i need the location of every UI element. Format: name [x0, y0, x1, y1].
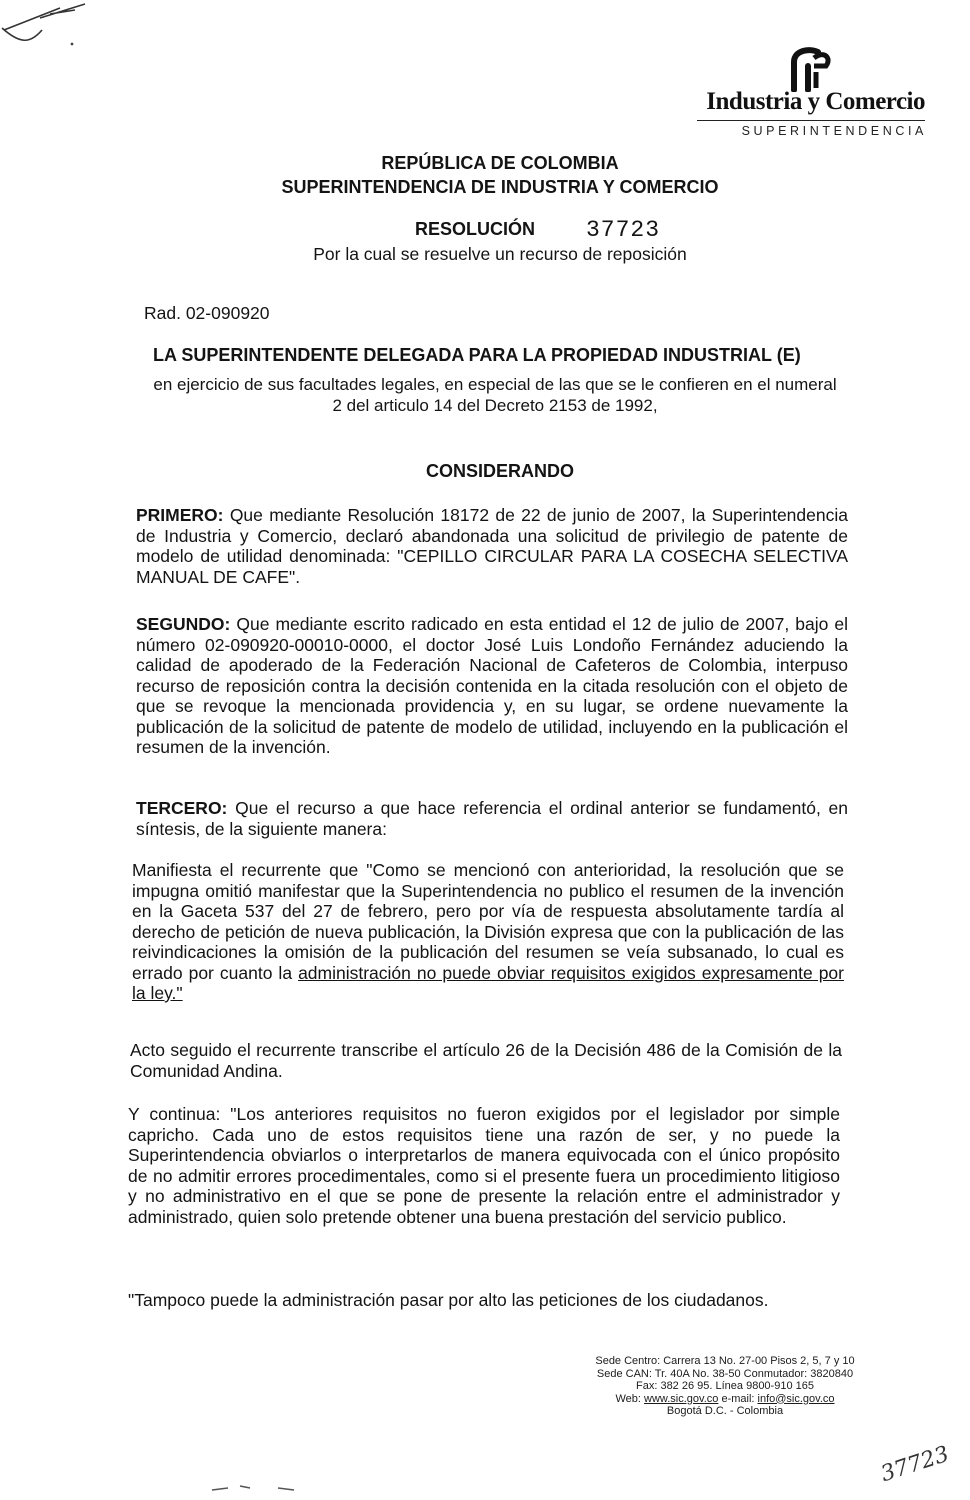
segundo-text: Que mediante escrito radicado en esta entidad el 12 de julio de 2007, bajo el número 02-090920-00010-0000, el doctor José Luis Londoño Fernández aduciendo la calidad de apoderado de la Federación Nacional de Cafeteros de Colombia, interpuso recurso de reposición contra la decisión contenida en la citada resolución con el objeto de que se revoque la mencionada providencia y, en su lugar, se ordene nuevamente la publicación de la solicitud de patente de modelo de utilidad, incluyendo en la publicación el resumen de la invención. — [136, 614, 848, 757]
considerando-heading: CONSIDERANDO — [425, 461, 574, 481]
footer-line-city: Bogotá D.C. - Colombia — [666, 1405, 784, 1417]
tercero-label: TERCERO: — [136, 798, 228, 818]
entity-heading: SUPERINTENDENCIA DE INDUSTRIA Y COMERCIO — [281, 177, 719, 197]
paragraph-tercero — [136, 798, 848, 839]
manifiesta-underlined: administración no puede obviar requisitos exigidos expresamente por la ley." — [132, 962, 844, 1003]
primero-label: PRIMERO: — [136, 505, 224, 525]
footer-line-sede-centro: Sede Centro: Carrera 13 No. 27-00 Pisos 2, 5, 7 y 10 — [595, 1355, 855, 1367]
paragraph-segundo — [136, 614, 848, 758]
radicado: Rad. 02-090920 — [144, 303, 270, 323]
authority-powers: en ejercicio de sus facultades legales, en especial de las que se le confieren en el numeral 2 del articulo 14 del Decreto 2153 de 1992, — [153, 375, 837, 415]
logo-subtitle: SUPERINTENDENCIA — [741, 124, 927, 138]
manifiesta-text: Manifiesta el recurrente que "Como se mencionó con anterioridad, la resolución que se impugna omitió manifestar que la Superintendencia no publico el resumen de la invención en la Gaceta 537 del 27 de febrero, pero por vía de respuesta absolutamente tardía al derecho de petición de nueva publicación, la División expresa que con la publicación de las reivindicaciones la omisión de la publicación del resumen se veía subsanado, lo cual es errado por cuanto la — [132, 860, 844, 983]
paragraph-tampoco: "Tampoco puede la administración pasar por alto las peticiones de los ciudadanos. — [128, 1290, 769, 1310]
handwritten-number: 37723 — [877, 1441, 953, 1488]
footer-email-label: e-mail: — [721, 1392, 755, 1405]
scan-marks — [210, 1480, 300, 1494]
primero-text: Que mediante Resolución 18172 de 22 de junio de 2007, la Superintendencia de Industria y Comercio, declaró abandonada una solicitud de privilegio de patente de modelo de utilidad denominada: "CEPILLO CIRCULAR PARA LA COSECHA SELECTIVA MANUAL DE CAFE". — [136, 505, 848, 587]
republic-heading: REPÚBLICA DE COLOMBIA — [381, 153, 619, 173]
scan-scribble — [0, 0, 110, 60]
paragraph-continua — [128, 1104, 840, 1227]
footer-line-fax: Fax: 382 26 95. Línea 9800-910 165 — [636, 1380, 814, 1392]
footer-web-label: Web: — [615, 1392, 641, 1405]
footer-line-web — [560, 1393, 890, 1406]
paragraph-acto — [130, 1040, 842, 1081]
logo-divider — [697, 120, 925, 121]
acto-text: Acto seguido el recurrente transcribe el artículo 26 de la Decisión 486 de la Comisión de la Comunidad Andina. — [130, 1040, 842, 1081]
paragraph-primero — [136, 505, 848, 587]
tercero-text: Que el recurso a que hace referencia el ordinal anterior se fundamentó, en síntesis, de la siguiente manera: — [136, 798, 848, 839]
sic-logo-icon — [780, 44, 840, 92]
resolution-subtitle: Por la cual se resuelve un recurso de reposición — [313, 244, 687, 264]
logo-name: Industria y Comercio — [706, 88, 925, 115]
footer-email-link[interactable]: info@sic.gov.co — [757, 1392, 835, 1405]
footer-contact — [560, 1355, 890, 1418]
segundo-label: SEGUNDO: — [136, 614, 231, 634]
continua-text: Y continua: "Los anteriores requisitos no fueron exigidos por el legislador por simple capricho. Cada uno de estos requisitos tiene una razón de ser, y no puede la Superintendencia obviarlos o interpretarlos de manera equivocada con el único propósito de no admitir errores procedimentales, como si el presente fuera un procedimiento litigioso y no administrativo en el que se pone de presente la relación entre el administrador y administrado, quien solo pretende obtener una buena prestación del servicio publico. — [128, 1104, 840, 1227]
resolution-label: RESOLUCIÓN — [415, 219, 536, 239]
footer-web-link[interactable]: www.sic.gov.co — [644, 1392, 719, 1405]
paragraph-manifiesta — [132, 860, 844, 1004]
footer-line-sede-can: Sede CAN: Tr. 40A No. 38-50 Conmutador: 3820840 — [596, 1367, 854, 1380]
resolution-number: 37723 — [586, 217, 661, 243]
authority-heading: LA SUPERINTENDENTE DELEGADA PARA LA PROPIEDAD INDUSTRIAL (E) — [153, 345, 801, 365]
